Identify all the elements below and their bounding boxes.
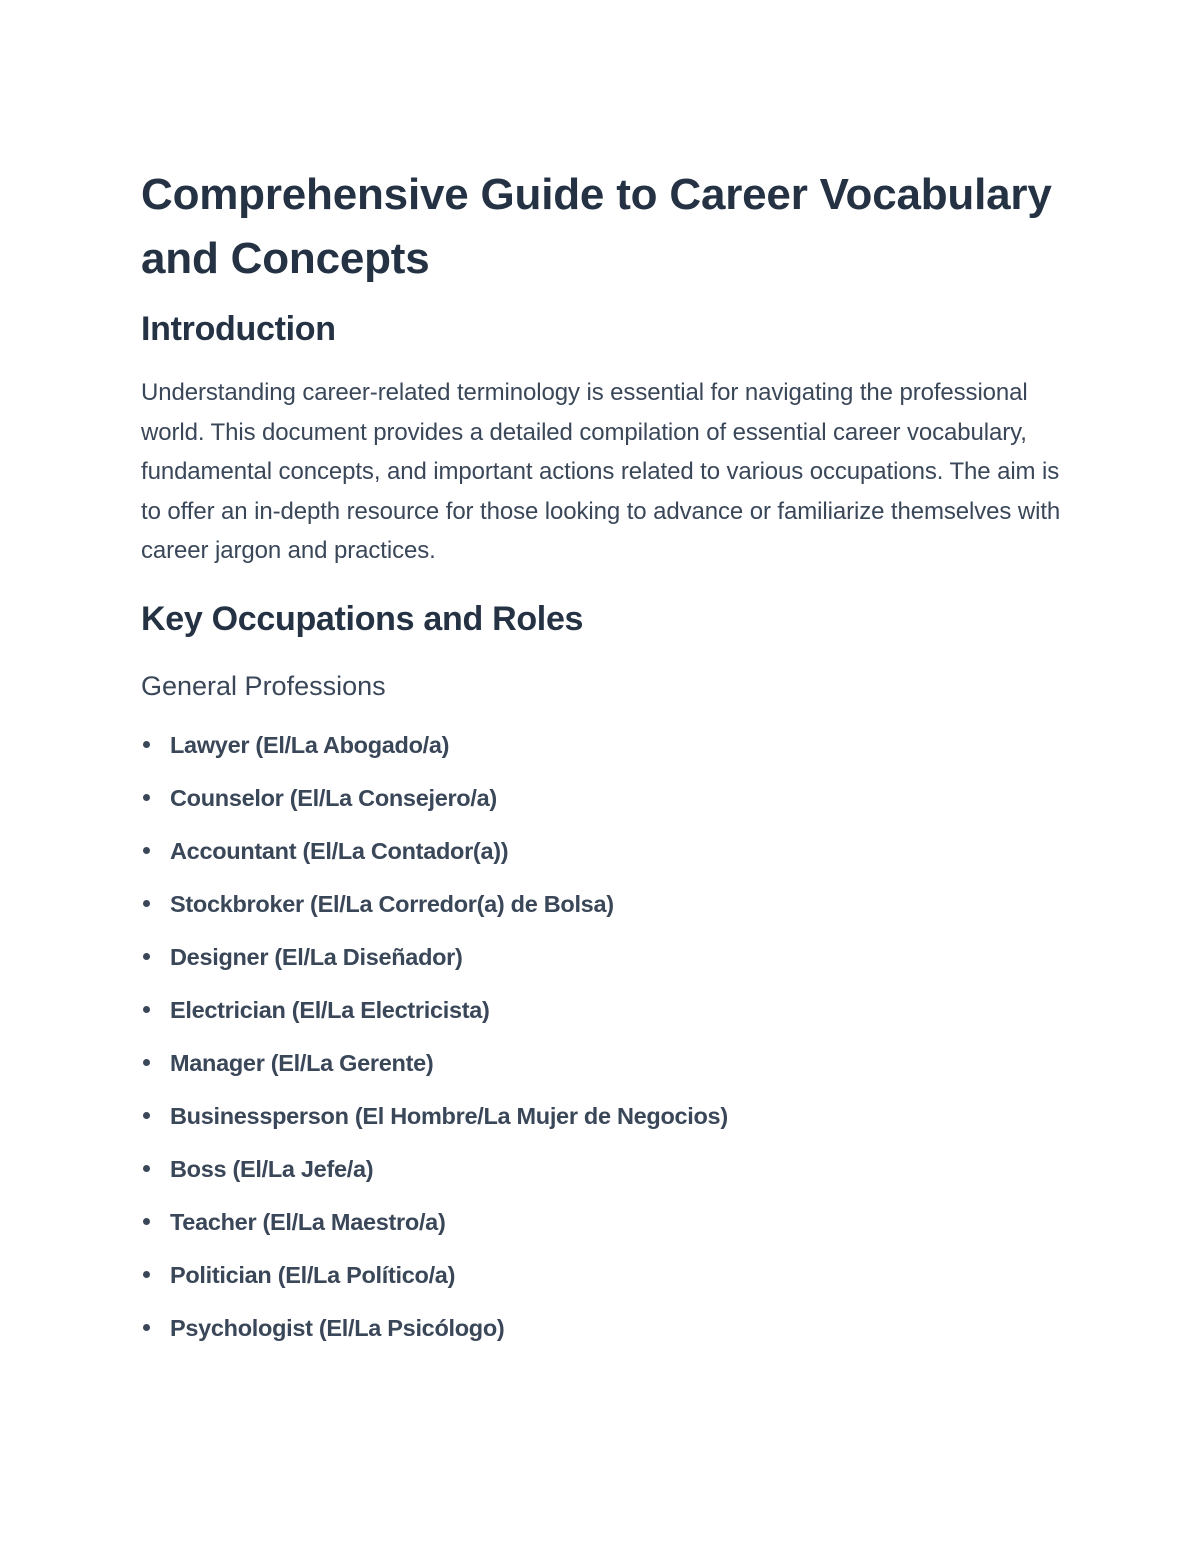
list-item [141, 1202, 1071, 1255]
list-item [141, 990, 1071, 1043]
general-professions-heading: General Professions [141, 670, 386, 701]
list-item [141, 937, 1071, 990]
introduction-paragraph: Understanding career-related terminology is essential for navigating the professional world. This document provides a detailed compilation of essential career vocabulary, fundamental concepts, and important actions related to various occupations. The aim is to offer an in-depth resource for those looking to advance or familiarize themselves with career jargon and practices. [141, 379, 1061, 564]
document-page [141, 163, 1071, 1361]
list-item [141, 725, 1071, 778]
bullet-icon [143, 1271, 150, 1278]
list-item-label: Teacher (El/La Maestro/a) [170, 1208, 446, 1235]
list-item-label: Electrician (El/La Electricista) [170, 996, 490, 1023]
list-item [141, 1043, 1071, 1096]
list-item-label: Stockbroker (El/La Corredor(a) de Bolsa) [170, 890, 614, 917]
list-item-label: Psychologist (El/La Psicólogo) [170, 1314, 505, 1341]
list-item-label: Designer (El/La Diseñador) [170, 943, 463, 970]
key-occupations-heading: Key Occupations and Roles [141, 599, 584, 638]
bullet-icon [143, 794, 150, 801]
bullet-icon [143, 1059, 150, 1066]
list-item [141, 778, 1071, 831]
bullet-icon [143, 847, 150, 854]
list-item-label: Manager (El/La Gerente) [170, 1049, 434, 1076]
list-item [141, 1096, 1071, 1149]
list-item [141, 1308, 1071, 1361]
introduction-heading: Introduction [141, 310, 336, 348]
list-item [141, 1149, 1071, 1202]
bullet-icon [143, 1006, 150, 1013]
list-item [141, 884, 1071, 937]
list-item-label: Politician (El/La Político/a) [170, 1261, 456, 1288]
list-item [141, 831, 1071, 884]
list-item-label: Lawyer (El/La Abogado/a) [170, 731, 450, 758]
list-item-label: Boss (El/La Jefe/a) [170, 1155, 374, 1182]
list-item [141, 1255, 1071, 1308]
bullet-icon [143, 741, 150, 748]
bullet-icon [143, 1112, 150, 1119]
bullet-icon [143, 1218, 150, 1225]
list-item-label: Accountant (El/La Contador(a)) [170, 837, 509, 864]
bullet-icon [143, 1165, 150, 1172]
occupations-list [141, 725, 1071, 1361]
document-title: Comprehensive Guide to Career Vocabulary and Concepts [141, 170, 1052, 283]
list-item-label: Counselor (El/La Consejero/a) [170, 784, 497, 811]
list-item-label: Businessperson (El Hombre/La Mujer de Negocios) [170, 1102, 728, 1129]
bullet-icon [143, 900, 150, 907]
bullet-icon [143, 1324, 150, 1331]
bullet-icon [143, 953, 150, 960]
